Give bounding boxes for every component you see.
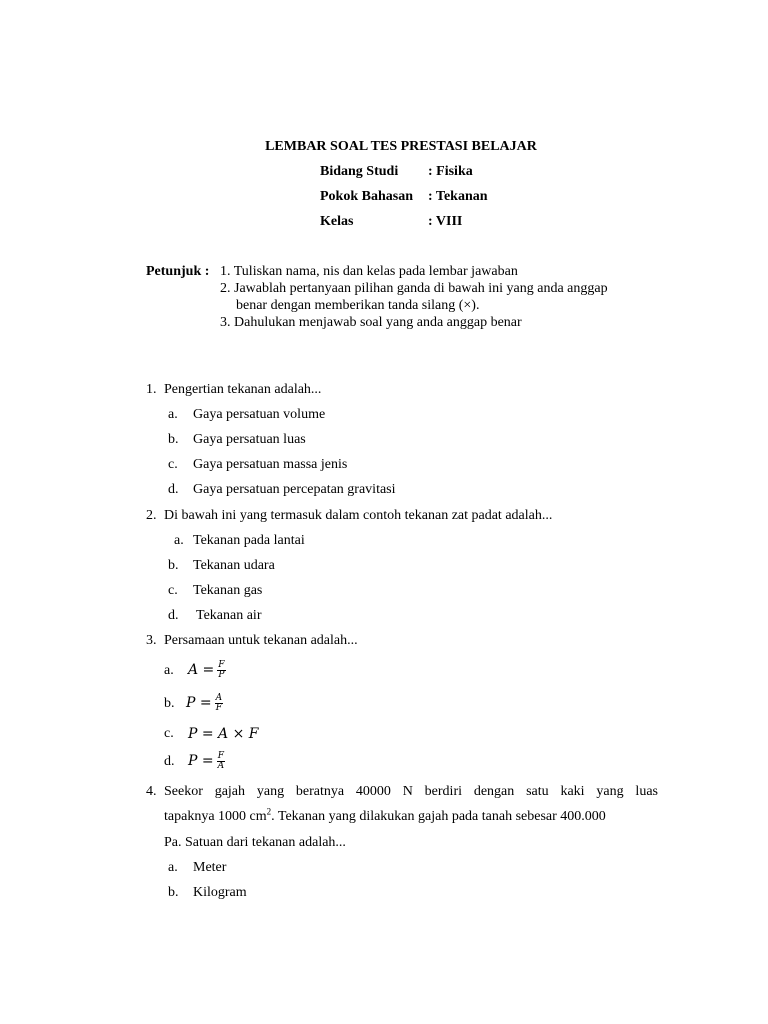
option-letter: d. bbox=[164, 754, 175, 769]
instruction-item: benar dengan memberikan tanda silang (×). bbox=[236, 298, 480, 313]
instruction-item: 1. Tuliskan nama, nis dan kelas pada lembar jawaban bbox=[220, 264, 518, 279]
option-text: Gaya persatuan massa jenis bbox=[193, 457, 348, 472]
formula-b bbox=[186, 690, 223, 716]
page-title: LEMBAR SOAL TES PRESTASI BELAJAR bbox=[265, 139, 537, 154]
superscript: 2 bbox=[266, 806, 272, 817]
question-number: 4. bbox=[146, 784, 157, 799]
meta-label-subject: Bidang Studi bbox=[320, 164, 399, 179]
option-letter: a. bbox=[174, 533, 184, 548]
question-number: 1. bbox=[146, 382, 157, 397]
option-text: Gaya persatuan volume bbox=[193, 407, 326, 422]
fraction-numerator: F bbox=[217, 750, 224, 761]
question-text-line: Pa. Satuan dari tekanan adalah... bbox=[164, 835, 346, 850]
question-text-line bbox=[164, 808, 606, 826]
option-text: Tekanan pada lantai bbox=[193, 533, 305, 548]
fraction-denominator: F bbox=[215, 702, 222, 713]
formula-a bbox=[188, 657, 226, 683]
option-letter: c. bbox=[164, 726, 174, 741]
option-letter: d. bbox=[168, 482, 179, 497]
instructions-label: Petunjuk : bbox=[146, 264, 210, 279]
question-text-part: tapaknya 1000 cm bbox=[164, 809, 267, 824]
fraction-denominator: P bbox=[218, 669, 225, 680]
option-text: Tekanan air bbox=[196, 608, 262, 623]
formula-lhs: A = bbox=[188, 662, 215, 678]
option-letter: b. bbox=[168, 558, 179, 573]
formula-lhs: P = bbox=[188, 753, 214, 769]
instruction-item: 2. Jawablah pertanyaan pilihan ganda di bawah ini yang anda anggap bbox=[220, 281, 608, 296]
option-text: Tekanan udara bbox=[193, 558, 275, 573]
meta-label-topic: Pokok Bahasan bbox=[320, 189, 413, 204]
meta-value-topic: : Tekanan bbox=[428, 189, 488, 204]
option-text: Meter bbox=[193, 860, 227, 875]
fraction-numerator: F bbox=[218, 659, 225, 670]
question-text: Persamaan untuk tekanan adalah... bbox=[164, 633, 358, 648]
question-text: Pengertian tekanan adalah... bbox=[164, 382, 322, 397]
option-letter: a. bbox=[168, 407, 178, 422]
fraction bbox=[217, 661, 225, 680]
option-letter: d. bbox=[168, 608, 179, 623]
question-text: Di bawah ini yang termasuk dalam contoh tekanan zat padat adalah... bbox=[164, 508, 553, 523]
option-letter: b. bbox=[168, 885, 179, 900]
option-text: Gaya persatuan percepatan gravitasi bbox=[193, 482, 396, 497]
fraction bbox=[215, 694, 224, 713]
question-text-line: Seekor gajah yang beratnya 40000 N berdiri dengan satu kaki yang luas bbox=[164, 784, 658, 799]
meta-value-class: : VIII bbox=[428, 214, 463, 229]
question-text-part: . Tekanan yang dilakukan gajah pada tanah sebesar 400.000 bbox=[271, 809, 606, 824]
option-text: Tekanan gas bbox=[193, 583, 263, 598]
fraction-numerator: A bbox=[215, 692, 223, 703]
option-letter: b. bbox=[168, 432, 179, 447]
question-number: 3. bbox=[146, 633, 157, 648]
instruction-item: 3. Dahulukan menjawab soal yang anda anggap benar bbox=[220, 315, 522, 330]
option-text: Gaya persatuan luas bbox=[193, 432, 306, 447]
question-number: 2. bbox=[146, 508, 157, 523]
option-letter: c. bbox=[168, 583, 178, 598]
option-letter: a. bbox=[164, 663, 174, 678]
formula-d bbox=[188, 748, 225, 774]
fraction bbox=[217, 752, 226, 771]
meta-label-class: Kelas bbox=[320, 214, 354, 229]
formula-c: P = A × F bbox=[188, 726, 259, 742]
option-letter: a. bbox=[168, 860, 178, 875]
meta-value-subject: : Fisika bbox=[428, 164, 473, 179]
fraction-denominator: A bbox=[217, 760, 225, 771]
formula-lhs: P = bbox=[186, 695, 212, 711]
option-letter: b. bbox=[164, 696, 175, 711]
option-letter: c. bbox=[168, 457, 178, 472]
option-text: Kilogram bbox=[193, 885, 247, 900]
